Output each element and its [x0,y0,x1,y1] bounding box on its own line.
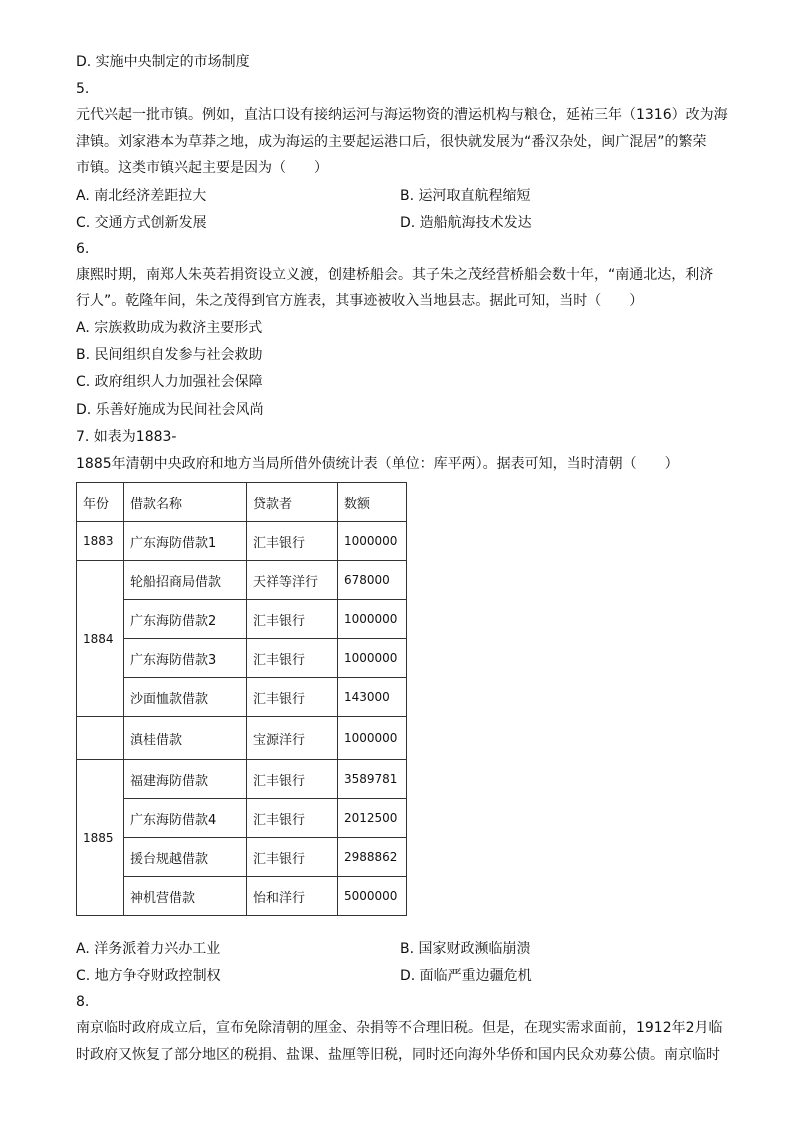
q7-option-b[interactable]: B. 国家财政濒临崩溃 [400,941,531,957]
q5-option-c[interactable]: C. 交通方式创新发展 [76,215,207,231]
cell-amount: 1000000 [338,639,407,678]
cell-loan-name: 沙面恤款借款 [124,678,247,717]
table-row [77,838,407,877]
cell-amount: 1000000 [338,600,407,639]
table-row [77,799,407,838]
loan-table-part-2 [76,716,407,916]
table-row [77,760,407,799]
loan-table-part-1 [76,482,407,717]
q8-number: 8. [76,994,90,1010]
cell-amount: 678000 [338,561,407,600]
cell-lender: 天祥等洋行 [247,561,338,600]
cell-lender: 汇丰银行 [247,678,338,717]
header-loan-name: 借款名称 [124,483,247,522]
q7-option-d[interactable]: D. 面临严重边疆危机 [400,968,532,984]
cell-year [77,717,124,760]
table-row [77,717,407,760]
cell-loan-name: 福建海防借款 [124,760,247,799]
q7-option-c[interactable]: C. 地方争夺财政控制权 [76,968,221,984]
cell-lender: 汇丰银行 [247,760,338,799]
q5-number: 5. [76,81,90,97]
cell-lender: 宝源洋行 [247,717,338,760]
table-header-row [77,483,407,522]
cell-amount: 2012500 [338,799,407,838]
cell-amount: 1000000 [338,717,407,760]
cell-loan-name: 轮船招商局借款 [124,561,247,600]
table-row [77,678,407,717]
q5-stem-line-2: 津镇。刘家港本为草莽之地，成为海运的主要起运港口后，很快就发展为“番汉杂处，闽广混居”的繁荣 [76,134,707,150]
cell-amount: 3589781 [338,760,407,799]
cell-lender: 汇丰银行 [247,838,338,877]
q6-option-a[interactable]: A. 宗族救助成为救济主要形式 [76,320,263,336]
q6-option-d[interactable]: D. 乐善好施成为民间社会风尚 [76,402,264,418]
cell-lender: 汇丰银行 [247,600,338,639]
cell-loan-name: 神机营借款 [124,877,247,916]
q6-option-b[interactable]: B. 民间组织自发参与社会救助 [76,347,263,363]
cell-year: 1884 [77,561,124,717]
cell-year: 1883 [77,522,124,561]
q6-option-c[interactable]: C. 政府组织人力加强社会保障 [76,374,263,390]
cell-amount: 5000000 [338,877,407,916]
q7-stem-line-1: 7. 如表为1883- [76,429,177,445]
table-row [77,600,407,639]
cell-loan-name: 广东海防借款4 [124,799,247,838]
q5-option-d[interactable]: D. 造船航海技术发达 [400,215,532,231]
table-row [77,877,407,916]
q5-option-a[interactable]: A. 南北经济差距拉大 [76,188,207,204]
q5-option-b[interactable]: B. 运河取直航程缩短 [400,188,531,204]
q6-stem-line-1: 康熙时期，南郑人朱英若捐资设立义渡，创建桥船会。其子朱之茂经营桥船会数十年，“南通北达，利济 [76,267,714,283]
cell-amount: 1000000 [338,522,407,561]
table-row [77,639,407,678]
cell-loan-name: 援台规越借款 [124,838,247,877]
cell-loan-name: 滇桂借款 [124,717,247,760]
cell-year: 1885 [77,760,124,916]
cell-amount: 143000 [338,678,407,717]
cell-loan-name: 广东海防借款3 [124,639,247,678]
table-row [77,561,407,600]
cell-loan-name: 广东海防借款2 [124,600,247,639]
q6-stem-line-2: 行人”。乾隆年间，朱之茂得到官方旌表，其事迹被收入当地县志。据此可知，当时（ ） [76,293,644,309]
cell-lender: 怡和洋行 [247,877,338,916]
header-year: 年份 [77,483,124,522]
cell-amount: 2988862 [338,838,407,877]
cell-lender: 汇丰银行 [247,639,338,678]
q4-option-d: D. 实施中央制定的市场制度 [76,54,250,70]
q6-number: 6. [76,241,90,257]
cell-lender: 汇丰银行 [247,522,338,561]
q7-stem-line-2: 1885年清朝中央政府和地方当局所借外债统计表（单位：库平两）。据表可知，当时清朝（ ） [76,456,679,472]
q8-stem-line-1: 南京临时政府成立后，宣布免除清朝的厘金、杂捐等不合理旧税。但是，在现实需求面前，1912年2月临 [76,1020,723,1036]
header-amount: 数额 [338,483,407,522]
cell-loan-name: 广东海防借款1 [124,522,247,561]
cell-lender: 汇丰银行 [247,799,338,838]
q8-stem-line-2: 时政府又恢复了部分地区的税捐、盐课、盐厘等旧税，同时还向海外华侨和国内民众劝募公债。南京临时 [76,1047,720,1063]
q5-stem-line-1: 元代兴起一批市镇。例如，直沽口设有接纳运河与海运物资的漕运机构与粮仓，延祐三年（1316）改为海 [76,107,728,123]
header-lender: 贷款者 [247,483,338,522]
q7-option-a[interactable]: A. 洋务派着力兴办工业 [76,941,221,957]
table-row [77,522,407,561]
q5-stem-line-3: 市镇。这类市镇兴起主要是因为（ ） [76,160,328,176]
